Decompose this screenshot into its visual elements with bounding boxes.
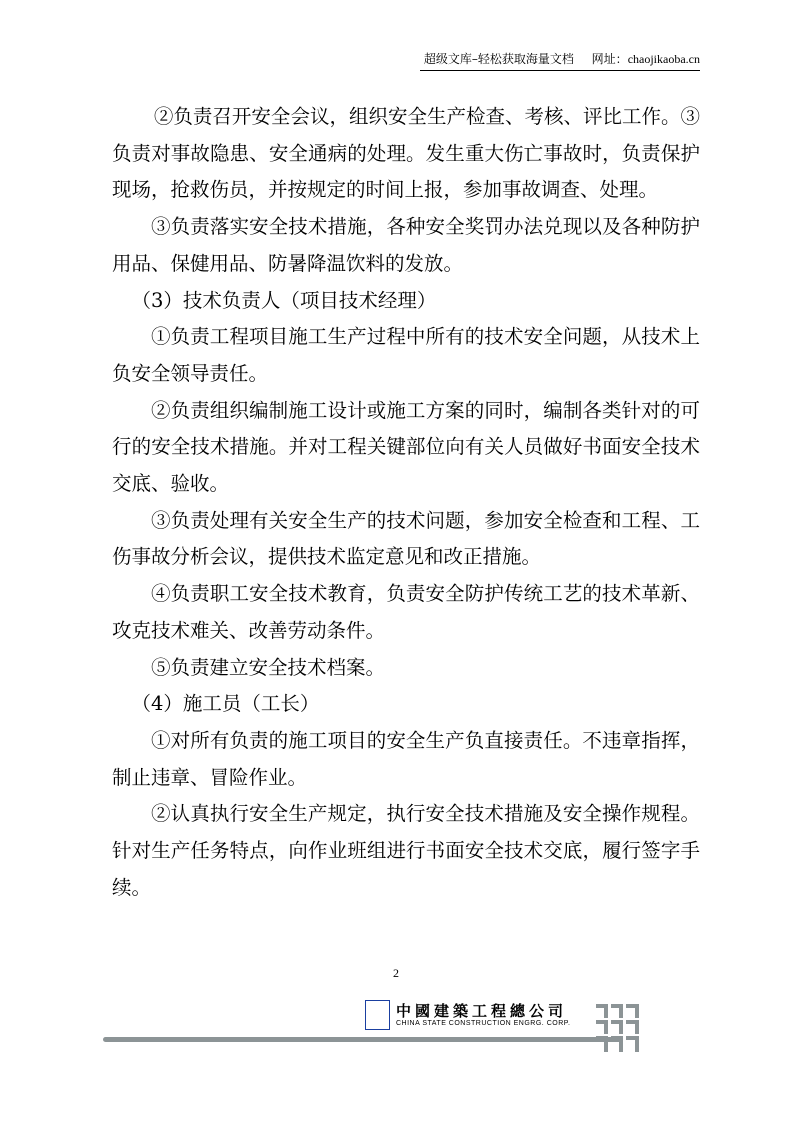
- company-name-cn: 中國建築工程總公司: [396, 1002, 568, 1020]
- paragraph: ①负责工程项目施工生产过程中所有的技术安全问题，从技术上负安全领导责任。: [112, 325, 700, 385]
- paragraph: ①对所有负责的施工项目的安全生产负直接责任。不违章指挥，制止违章、冒险作业。: [112, 728, 700, 789]
- paragraph: ②负责召开安全会议，组织安全生产检查、考核、评比工作。③负责对事故隐患、安全通病的处理。发生重大伤亡事故时，负责保护现场，抢救伤员，并按规定的时间上报，参加事故调查、处理。: [112, 105, 700, 202]
- section-heading: （4）施工员（工长）: [131, 692, 320, 716]
- paragraph: ④负责职工安全技术教育，负责安全防护传统工艺的技术革新、攻克技术难关、改善劳动条件。: [112, 582, 700, 642]
- footer-rule: [103, 1037, 623, 1042]
- paragraph: ③负责落实安全技术措施，各种安全奖罚办法兑现以及各种防护用品、保健用品、防暑降温饮料的发放。: [112, 215, 700, 275]
- document-body: [112, 99, 700, 906]
- company-logo-icon: [365, 1000, 390, 1030]
- header-url-label: 网址：: [591, 52, 628, 66]
- section-heading: （3）技术负责人（项目技术经理）: [131, 288, 437, 312]
- page-number: 2: [393, 966, 399, 980]
- header-site-name: 超级文库–轻松获取海量文档: [423, 52, 574, 66]
- header-url: chaojikaoba.cn: [627, 52, 700, 66]
- paragraph: ②负责组织编制施工设计或施工方案的同时，编制各类针对的可行的安全技术措施。并对工程关键部位向有关人员做好书面安全技术交底、验收。: [112, 398, 700, 496]
- paragraph: ③负责处理有关安全生产的技术问题，参加安全检查和工程、工伤事故分析会议，提供技术监定意见和改正措施。: [112, 508, 700, 569]
- decorative-pattern-icon: [594, 1002, 642, 1054]
- company-name-en: CHINA STATE CONSTRUCTION ENGRG. CORP.: [396, 1020, 571, 1027]
- paragraph: ⑤负责建立安全技术档案。: [151, 655, 386, 679]
- paragraph: ②认真执行安全生产规定，执行安全技术措施及安全操作规程。针对生产任务特点，向作业班组进行书面安全技术交底，履行签字手续。: [112, 802, 700, 899]
- page-header: [420, 50, 700, 71]
